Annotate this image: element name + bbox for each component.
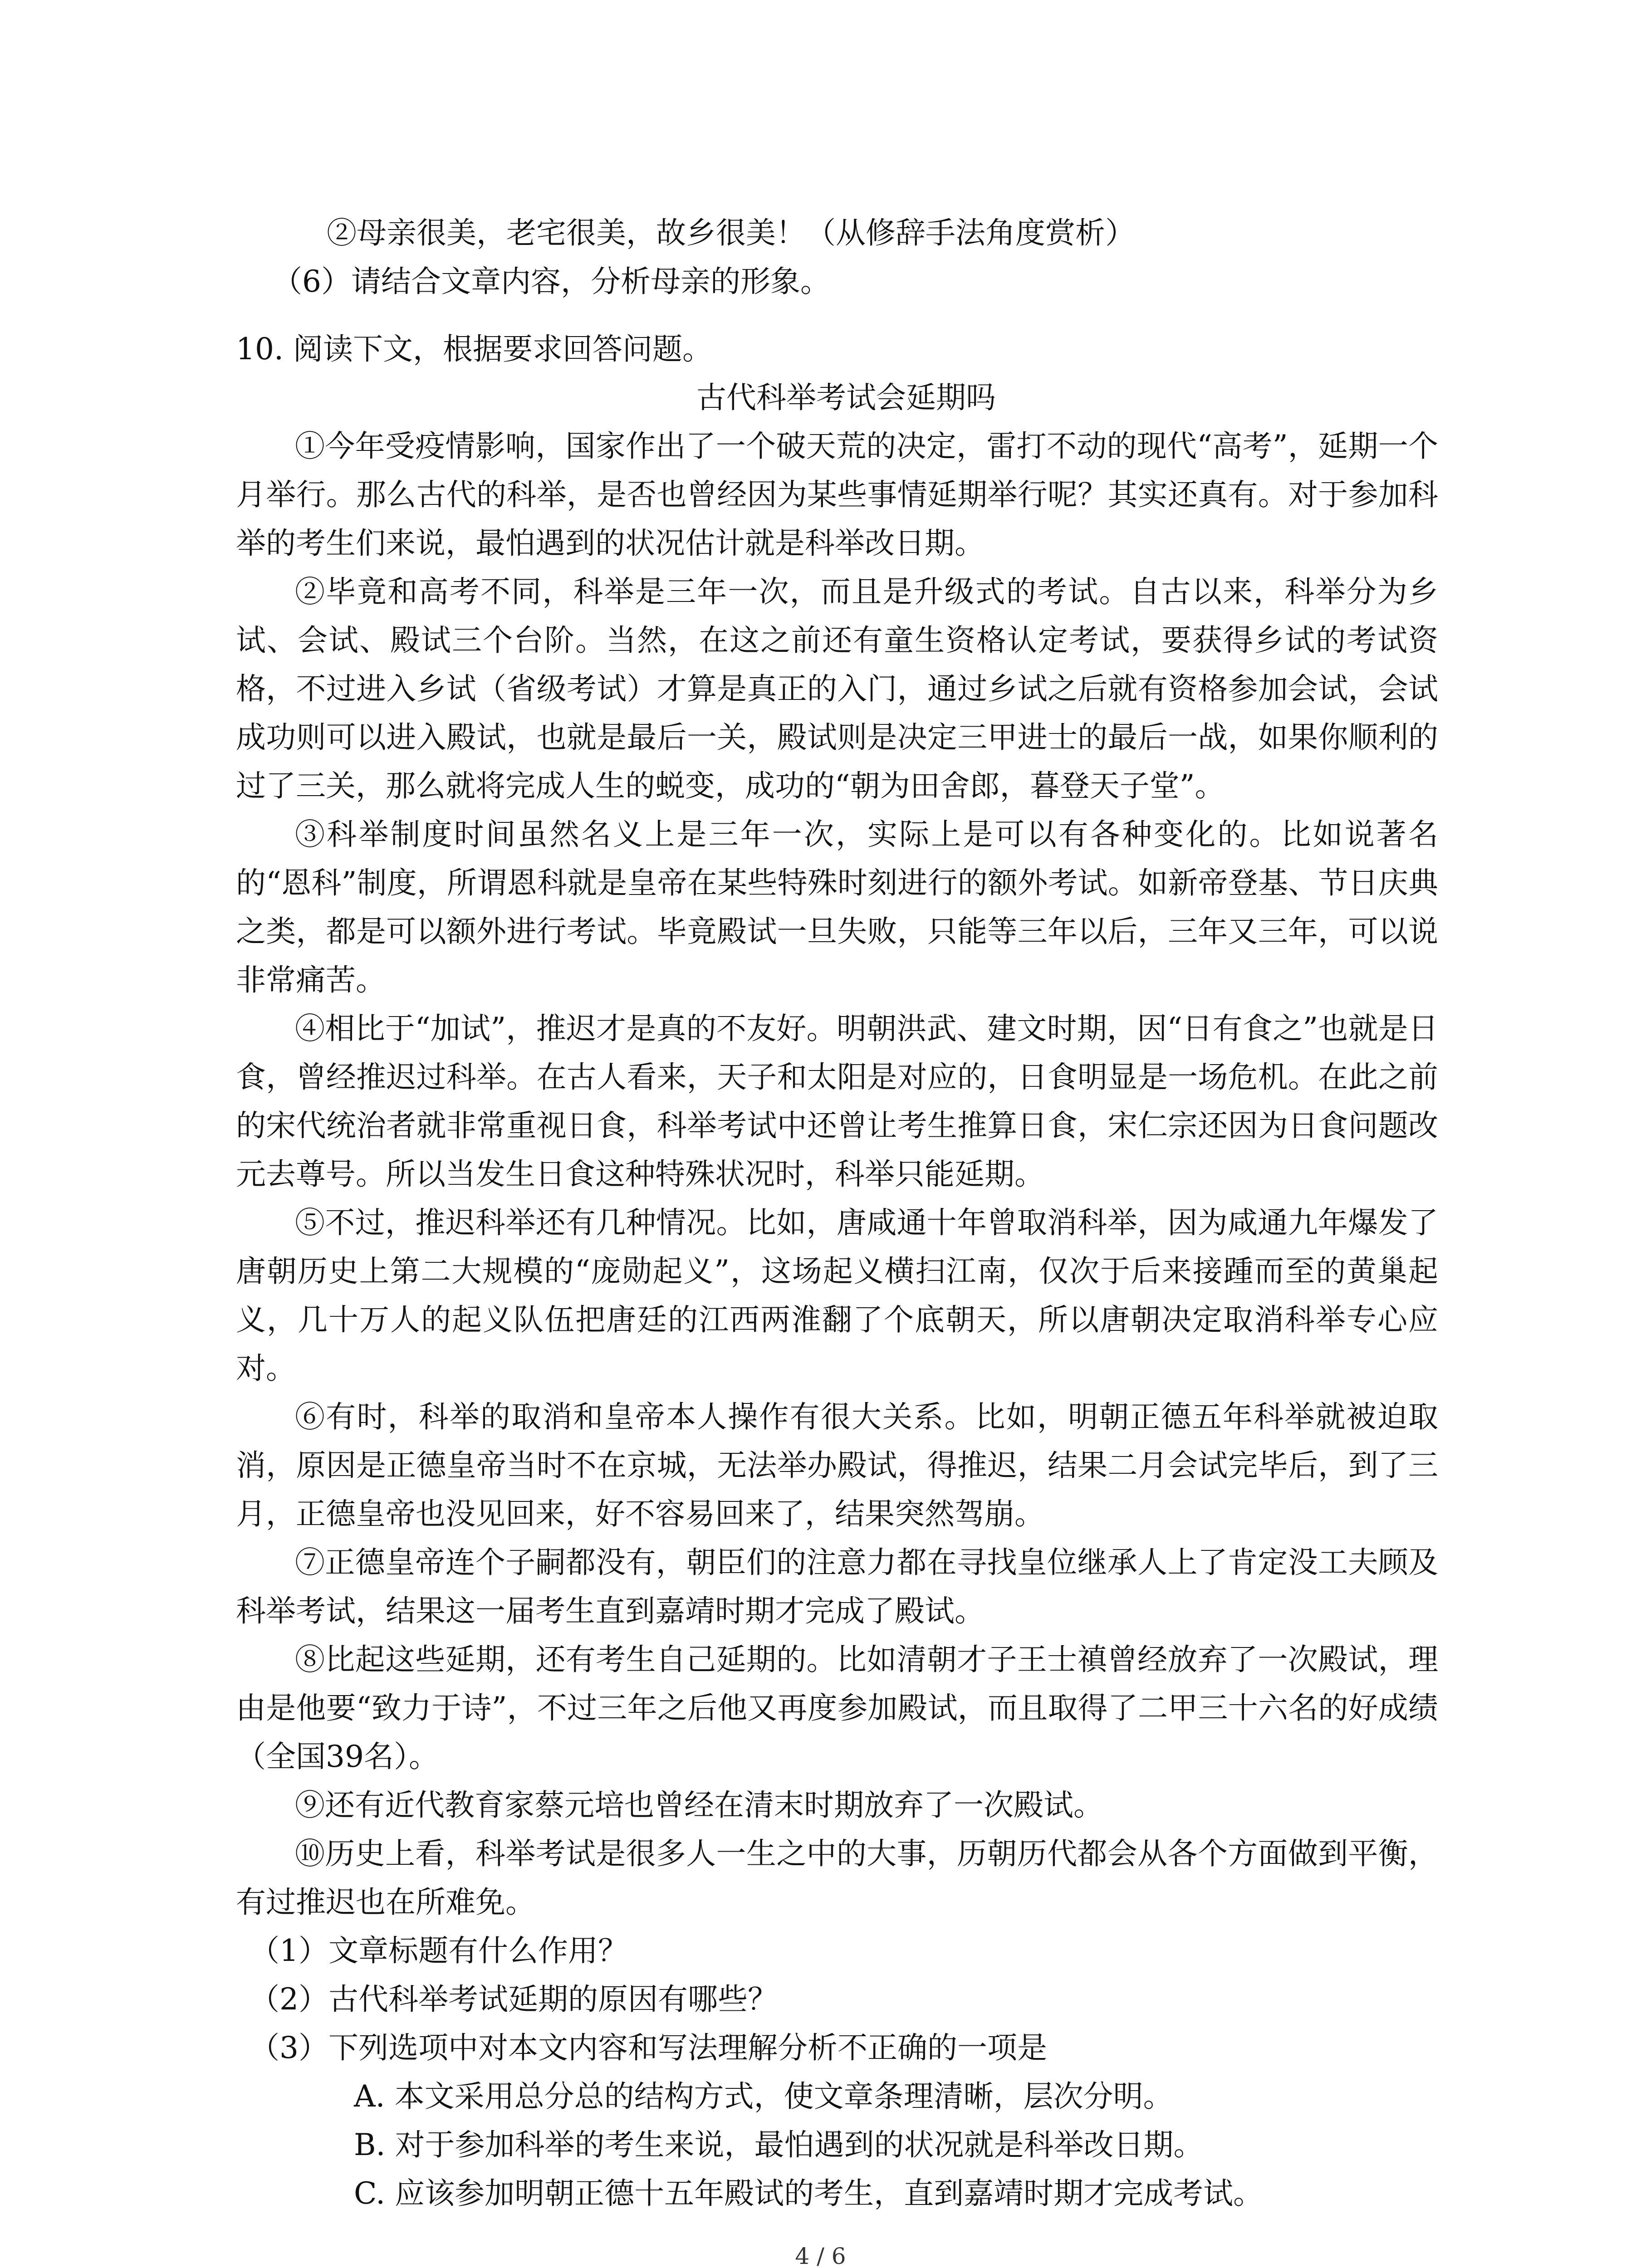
paragraph-3: ③科举制度时间虽然名义上是三年一次，实际上是可以有各种变化的。比如说著名的“恩科”制度，所谓恩科就是皇帝在某些特殊时刻进行的额外考试。如新帝登基、节日庆典之类，都是可以额外进行考试。毕竟殿试一旦失败，只能等三年以后，三年又三年，可以说非常痛苦。 xyxy=(236,817,1438,997)
sub-question-3: （3）下列选项中对本文内容和写法理解分析不正确的一项是 xyxy=(250,2030,1047,2065)
paragraph-2: ②毕竟和高考不同，科举是三年一次，而且是升级式的考试。自古以来，科举分为乡试、会试、殿试三个台阶。当然，在这之前还有童生资格认定考试，要获得乡试的考试资格，不过进入乡试（省级考试）才算是真正的入门，通过乡试之后就有资格参加会试，会试成功则可以进入殿试，也就是最后一关，殿试则是决定三甲进士的最后一战，如果你顺利的过了三关，那么就将完成人生的蜕变，成功的“朝为田舍郎，暮登天子堂”。 xyxy=(236,574,1438,803)
prev-question-6: （6）请结合文章内容，分析母亲的形象。 xyxy=(272,264,830,299)
paragraph-7: ⑦正德皇帝连个子嗣都没有，朝臣们的注意力都在寻找皇位继承人上了肯定没工夫顾及科举考试，结果这一届考生直到嘉靖时期才完成了殿试。 xyxy=(236,1545,1438,1628)
spacer xyxy=(236,306,1438,325)
paragraph-6: ⑥有时，科举的取消和皇帝本人操作有很大关系。比如，明朝正德五年科举就被迫取消，原因是正德皇帝当时不在京城，无法举办殿试，得推迟，结果二月会试完毕后，到了三月，正德皇帝也没见回来，好不容易回来了，结果突然驾崩。 xyxy=(236,1399,1438,1531)
option-c: C. 应该参加明朝正德十五年殿试的考生，直到嘉靖时期才完成考试。 xyxy=(354,2176,1264,2211)
question-10-stem: 10. 阅读下文，根据要求回答问题。 xyxy=(236,332,712,367)
option-a: A. 本文采用总分总的结构方式，使文章条理清晰，层次分明。 xyxy=(354,2079,1173,2114)
paragraph-10: ⑩历史上看，科举考试是很多人一生之中的大事，历朝历代都会从各个方面做到平衡，有过推迟也在所难免。 xyxy=(236,1836,1438,1920)
option-b: B. 对于参加科举的考生来说，最怕遇到的状况就是科举改日期。 xyxy=(354,2127,1204,2162)
paragraph-5: ⑤不过，推迟科举还有几种情况。比如，唐咸通十年曾取消科举，因为咸通九年爆发了唐朝历史上第二大规模的“庞勋起义”，这场起义横扫江南，仅次于后来接踵而至的黄巢起义，几十万人的起义队伍把唐廷的江西两淮翻了个底朝天，所以唐朝决定取消科举专心应对。 xyxy=(236,1205,1438,1386)
prev-question-2: ②母亲很美，老宅很美，故乡很美！（从修辞手法角度赏析） xyxy=(327,215,1135,250)
sub-question-2: （2）古代科举考试延期的原因有哪些？ xyxy=(250,1982,778,2017)
sub-question-1: （1）文章标题有什么作用？ xyxy=(250,1933,628,1968)
paragraph-8: ⑧比起这些延期，还有考生自己延期的。比如清朝才子王士禛曾经放弃了一次殿试，理由是他要“致力于诗”，不过三年之后他又再度参加殿试，而且取得了二甲三十六名的好成绩（全国39名）。 xyxy=(236,1642,1438,1774)
paragraph-1: ①今年受疫情影响，国家作出了一个破天荒的决定，雷打不动的现代“高考”，延期一个月举行。那么古代的科举，是否也曾经因为某些事情延期举行呢？其实还真有。对于参加科举的考生们来说，最怕遇到的状况估计就是科举改日期。 xyxy=(236,429,1438,561)
page-number: 4 / 6 xyxy=(795,2243,846,2268)
paragraph-9: ⑨还有近代教育家蔡元培也曾经在清末时期放弃了一次殿试。 xyxy=(295,1788,1103,1823)
paragraph-4: ④相比于“加试”，推迟才是真的不友好。明朝洪武、建文时期，因“日有食之”也就是日食，曾经推迟过科举。在古人看来，天子和太阳是对应的，日食明显是一场危机。在此之前的宋代统治者就非常重视日食，科举考试中还曾让考生推算日食，宋仁宗还因为日食问题改元去尊号。所以当发生日食这种特殊状况时，科举只能延期。 xyxy=(236,1011,1438,1192)
article-title: 古代科举考试会延期吗 xyxy=(696,380,996,415)
page-content xyxy=(236,209,1438,2218)
